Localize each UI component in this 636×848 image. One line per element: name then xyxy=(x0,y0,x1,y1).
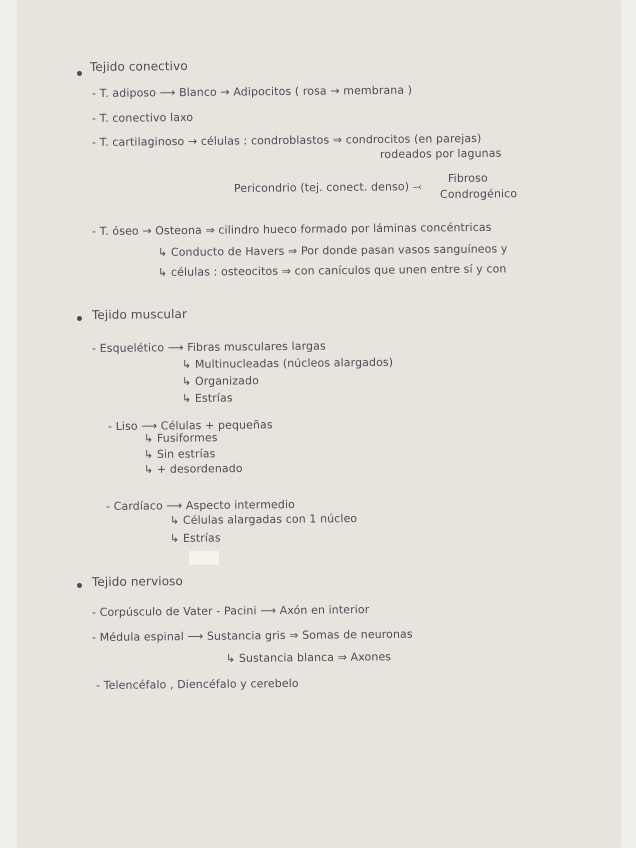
bullet xyxy=(77,583,82,588)
note-line: - T. cartilaginoso → células : condroblastos ⇒ condrocitos (en parejas) xyxy=(91,131,482,149)
note-line: - Corpúsculo de Vater - Pacini ⟶ Axón en interior xyxy=(91,603,370,619)
note-line: - Esquelético ⟶ Fibras musculares largas xyxy=(91,339,326,355)
note-line: ↳ Multinucleadas (núcleos alargados) xyxy=(181,355,394,371)
note-line: ↳ Conducto de Havers ⇒ Por donde pasan vasos sanguíneos y xyxy=(157,242,508,259)
note-line: ↳ Sin estrías xyxy=(143,447,216,461)
note-line: - T. adiposo ⟶ Blanco → Adipocitos ( rosa → membrana ) xyxy=(91,83,413,100)
note-line: Pericondrio (tej. conect. denso) ⤙ xyxy=(233,180,422,195)
bullet xyxy=(77,71,82,76)
note-line: - T. conectivo laxo xyxy=(91,110,194,125)
note-line: - Médula espinal ⟶ Sustancia gris ⇒ Somas de neuronas xyxy=(91,627,413,644)
note-line: rodeados por lagunas xyxy=(379,146,502,161)
note-line: - Telencéfalo , Diencéfalo y cerebelo xyxy=(95,676,299,692)
note-line: - T. óseo → Osteona ⇒ cilindro hueco formado por láminas concéntricas xyxy=(91,220,492,238)
note-line: - Cardíaco ⟶ Aspecto intermedio xyxy=(105,498,295,513)
note-line: Fibroso xyxy=(447,171,488,185)
section-title-conectivo: Tejido conectivo xyxy=(89,58,188,74)
note-line: ↳ + desordenado xyxy=(143,461,243,476)
bullet xyxy=(77,316,82,321)
note-line: ↳ Células alargadas con 1 núcleo xyxy=(169,512,358,527)
note-line: ↳ Sustancia blanca ⇒ Axones xyxy=(225,650,392,665)
note-line: Condrogénico xyxy=(439,187,518,201)
note-line: ↳ células : osteocitos ⇒ con canículos que unen entre sí y con xyxy=(157,262,507,279)
section-title-nervioso: Tejido nervioso xyxy=(91,574,183,589)
note-line: ↳ Estrías xyxy=(181,391,233,405)
paper-sticker xyxy=(189,551,219,565)
section-title-muscular: Tejido muscular xyxy=(91,307,188,322)
note-line: ↳ Estrías xyxy=(169,531,221,545)
note-line: ↳ Fusiformes xyxy=(143,431,218,445)
note-line: ↳ Organizado xyxy=(181,374,259,388)
note-line: - Liso ⟶ Células + pequeñas xyxy=(107,418,273,433)
